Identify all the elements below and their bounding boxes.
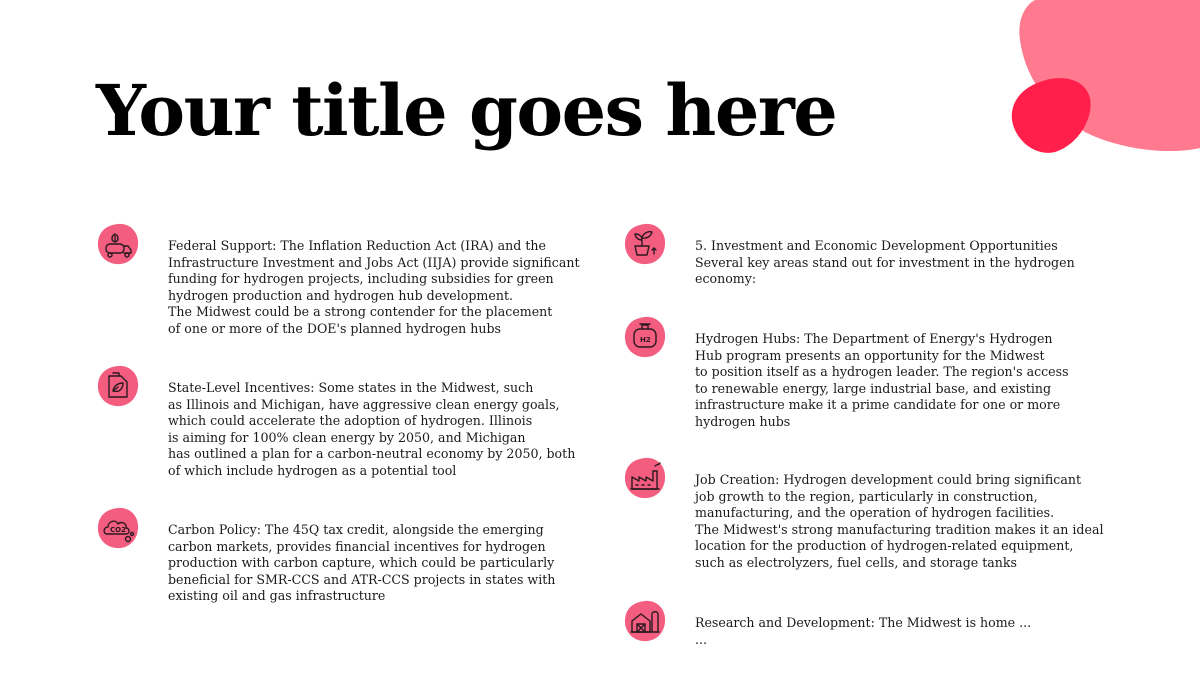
- co2-cloud-icon: [96, 506, 140, 550]
- slide-title: Your title goes here: [96, 69, 837, 152]
- item-text: Job Creation: Hydrogen development could bring significant job growth to the region, particularly in construction, manufacturing, and the operation of hydrogen facilities. The Midwest's strong manufacturing tradition makes it an ideal location for the production of hydrogen-related equipment, such as electrolyzers, fuel cells, and storage tanks: [695, 472, 1104, 570]
- item-text: Hydrogen Hubs: The Department of Energy's Hydrogen Hub program presents an opportunity for the Midwest to position itself as a hydrogen leader. The region's access to renewable energy, large industrial base, and existing infrastructure make it a prime candidate for one or more hydrogen hubs: [695, 331, 1069, 429]
- large-pink-blob: [1019, 0, 1200, 151]
- farm-barn-icon: [623, 599, 667, 643]
- h2-tank-icon: [623, 315, 667, 359]
- item-text: 5. Investment and Economic Development Opportunities Several key areas stand out for investment in the hydrogen economy:: [695, 238, 1075, 287]
- fuel-tank-truck-icon: [96, 222, 140, 266]
- item-text: State-Level Incentives: Some states in the Midwest, such as Illinois and Michigan, have aggressive clean energy goals, which could accelerate the adoption of hydrogen. Illinois is aiming for 100% clean energy by 2050, and Michigan has outlined a plan for a carbon-neutral economy by 2050, both of which include hydrogen as a potential tool: [168, 380, 576, 478]
- item-text: Carbon Policy: The 45Q tax credit, alongside the emerging carbon markets, provides financial incentives for hydrogen production with carbon capture, which could be particularly beneficial for SMR-CCS and ATR-CCS projects in states with existing oil and gas infrastructure: [168, 522, 556, 604]
- svg-text:CO2: CO2: [110, 526, 126, 534]
- factory-icon: [623, 456, 667, 500]
- small-red-blob: [1012, 78, 1091, 153]
- plant-pot-icon: [623, 222, 667, 266]
- jerry-can-leaf-icon: [96, 364, 140, 408]
- item-text: Research and Development: The Midwest is home ... ...: [695, 615, 1032, 647]
- item-text: Federal Support: The Inflation Reduction Act (IRA) and the Infrastructure Investment and Jobs Act (IIJA) provide significant funding for hydrogen projects, including subsidies for green hydrogen production and hydrogen hub development. The Midwest could be a strong contender for the placement of one or more of the DOE's planned hydrogen hubs: [168, 238, 580, 336]
- svg-text:H2: H2: [640, 336, 651, 344]
